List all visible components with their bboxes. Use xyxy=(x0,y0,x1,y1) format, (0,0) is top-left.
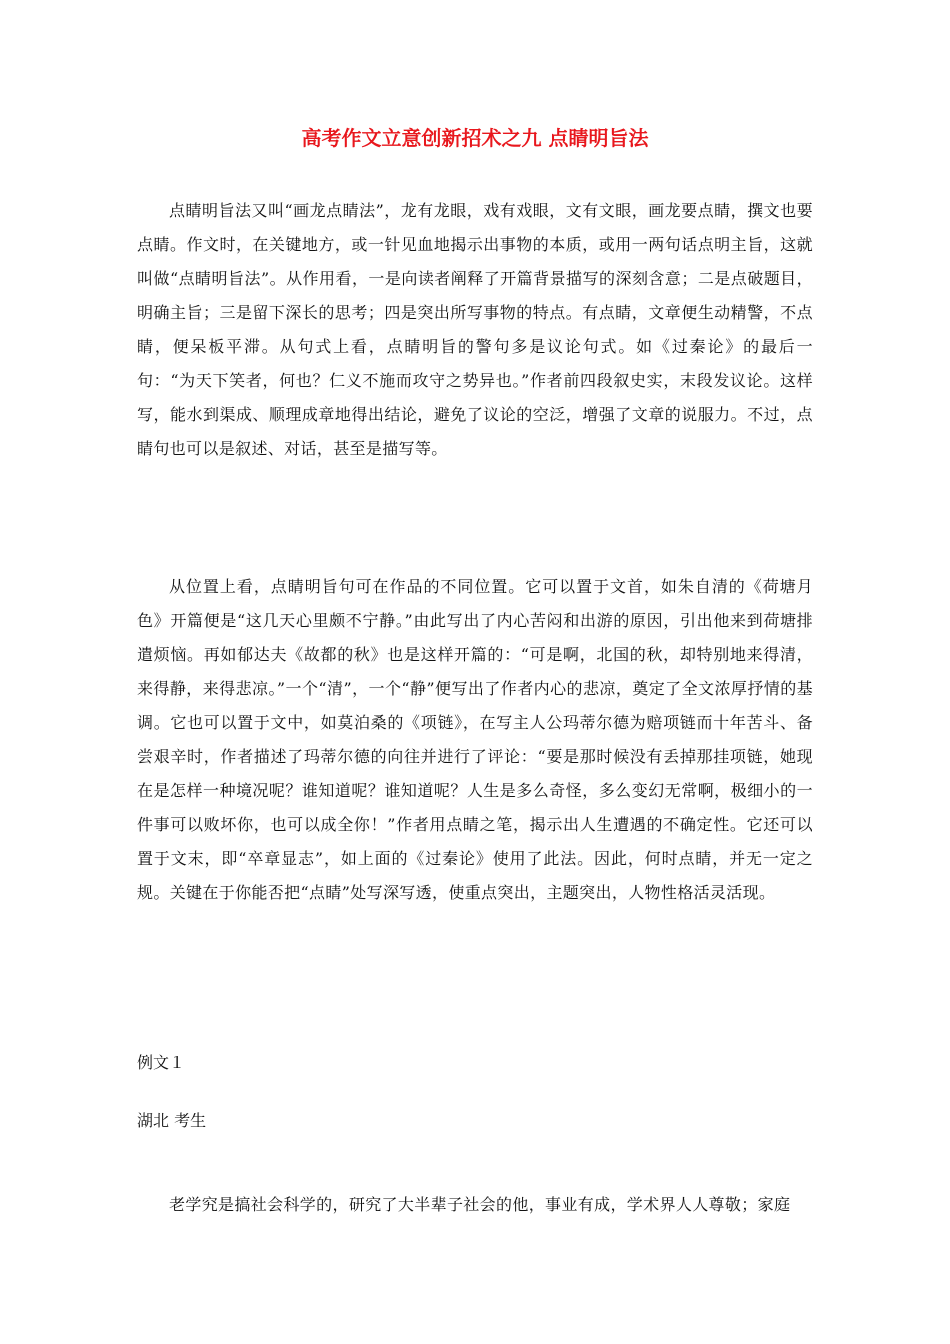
body-paragraph-1: 点睛明旨法又叫“画龙点睛法”，龙有龙眼，戏有戏眼，文有文眼，画龙要点睛，撰文也要点睛。作文时，在关键地方，或一针见血地揭示出事物的本质，或用一两句话点明主旨，这就叫做“点睛明旨法”。从作用看，一是向读者阐释了开篇背景描写的深刻含意；二是点破题目，明确主旨；三是留下深长的思考；四是突出所写事物的特点。有点睛，文章便生动精警，不点睛，便呆板平滞。从句式上看，点睛明旨的警句多是议论句式。如《过秦论》的最后一句：“为天下笑者，何也？仁义不施而攻守之势异也。”作者前四段叙史实，末段发议论。这样写，能水到渠成、顺理成章地得出结论，避免了议论的空泛，增强了文章的说服力。不过，点睛句也可以是叙述、对话，甚至是描写等。 xyxy=(137,201,813,458)
example-label: 例文１ xyxy=(137,1053,186,1072)
body-paragraph-2: 从位置上看，点睛明旨句可在作品的不同位置。它可以置于文首，如朱自清的《荷塘月色》开篇便是“这几天心里颇不宁静。”由此写出了内心苦闷和出游的原因，引出他来到荷塘排遣烦恼。再如郁达夫《故都的秋》也是这样开篇的：“可是啊，北国的秋，却特别地来得清，来得静，来得悲凉。”一个“清”，一个“静”便写出了作者内心的悲凉，奠定了全文浓厚抒情的基调。它也可以置于文中，如莫泊桑的《项链》，在写主人公玛蒂尔德为赔项链而十年苦斗、备尝艰辛时，作者描述了玛蒂尔德的向往并进行了评论：“要是那时候没有丢掉那挂项链，她现在是怎样一种境况呢？谁知道呢？谁知道呢？人生是多么奇怪，多么变幻无常啊，极细小的一件事可以败坏你，也可以成全你！”作者用点睛之笔，揭示出人生遭遇的不确定性。它还可以置于文末，即“卒章显志”，如上面的《过秦论》使用了此法。因此，何时点睛，并无一定之规。关键在于你能否把“点睛”处写深写透，使重点突出，主题突出，人物性格活灵活现。 xyxy=(137,577,813,902)
document-page xyxy=(137,0,813,1344)
document-title: 高考作文立意创新招术之九 点睛明旨法 xyxy=(301,126,649,150)
body-paragraph-3: 老学究是搞社会科学的，研究了大半辈子社会的他，事业有成，学术界人人尊敬；家庭 xyxy=(169,1195,791,1214)
author-line: 湖北 考生 xyxy=(137,1111,207,1130)
